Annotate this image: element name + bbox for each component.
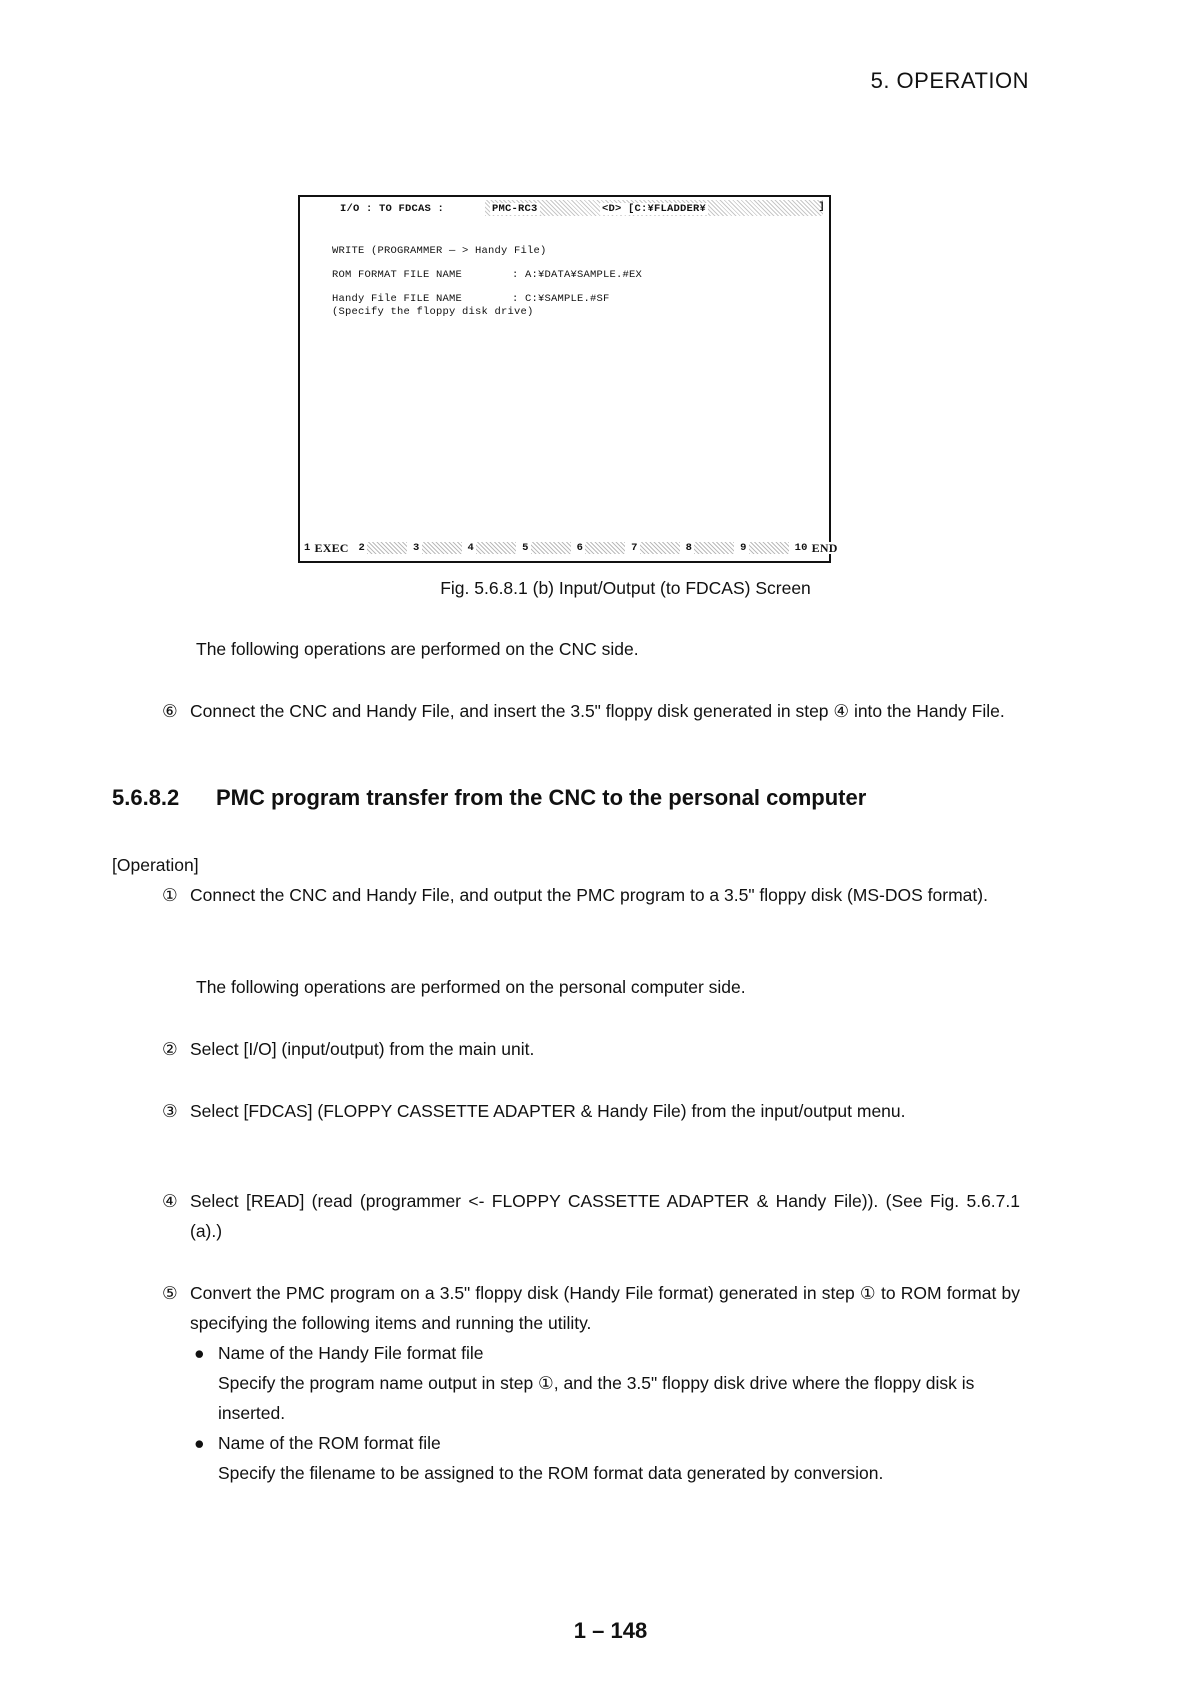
field-value: : A:¥DATA¥SAMPLE.#EX: [512, 269, 643, 281]
step-text: Connect the CNC and Handy File, and insert the 3.5" floppy disk generated in step ④ into the Handy File.: [190, 701, 1005, 721]
step-text: Select [FDCAS] (FLOPPY CASSETTE ADAPTER & Handy File) from the input/output menu.: [190, 1101, 906, 1121]
function-key-5[interactable]: 5: [522, 542, 571, 554]
step-marker: ③: [162, 1101, 178, 1121]
step-text: Select [READ] (read (programmer <- FLOPPY CASSETTE ADAPTER & Handy File)). (See Fig. 5.6.7.1 (a).): [190, 1191, 1020, 1241]
step-3: [162, 1096, 1022, 1126]
step-marker: ①: [162, 885, 178, 905]
function-key-10[interactable]: 10 END: [795, 542, 850, 554]
function-key-1[interactable]: 1 EXEC: [304, 542, 353, 554]
path-marker: <D>: [602, 203, 622, 215]
step-4: [162, 1186, 1022, 1246]
field-value: : C:¥SAMPLE.#SF: [512, 293, 610, 305]
screen-program-name: PMC-RC3: [492, 203, 538, 215]
bullet-icon: ●: [194, 1433, 205, 1453]
bullet-title: Name of the Handy File format file: [218, 1343, 484, 1363]
bullet-icon: ●: [194, 1343, 205, 1363]
step-text: Connect the CNC and Handy File, and output the PMC program to a 3.5" floppy disk (MS-DOS format).: [190, 885, 988, 905]
operation-label: [Operation]: [112, 855, 199, 875]
screen-field-handy-file: [332, 293, 610, 305]
screen-title: I/O : TO FDCAS :: [340, 203, 445, 215]
pc-side-note: The following operations are performed on the personal computer side.: [196, 977, 746, 997]
step-text: Convert the PMC program on a 3.5" floppy disk (Handy File format) generated in step ① to ROM format by specifying the following items and running the utility.: [190, 1283, 1020, 1333]
screen-path: [600, 203, 708, 215]
step-marker: ⑤: [162, 1283, 178, 1303]
screen-mode: WRITE (PROGRAMMER — > Handy File): [332, 245, 547, 257]
function-key-4[interactable]: 4: [468, 542, 517, 554]
step-5: [162, 1278, 1022, 1338]
figure-caption: Fig. 5.6.8.1 (b) Input/Output (to FDCAS) Screen: [440, 578, 811, 598]
function-key-3[interactable]: 3: [413, 542, 462, 554]
section-heading: [112, 785, 866, 811]
step-text: Select [I/O] (input/output) from the main unit.: [190, 1039, 535, 1059]
step-marker: ④: [162, 1191, 178, 1211]
function-key-bar: [304, 540, 838, 556]
function-key-2[interactable]: 2: [359, 542, 408, 554]
function-key-9[interactable]: 9: [740, 542, 789, 554]
path-bracket: ]: [818, 201, 825, 213]
bullet-rom-file-name: [194, 1428, 1018, 1488]
screen-note: (Specify the floppy disk drive): [332, 306, 534, 318]
bullet-handy-file-name: [194, 1338, 1018, 1428]
function-key-7[interactable]: 7: [631, 542, 680, 554]
step-marker: ⑥: [162, 701, 178, 721]
page-number: 1 – 148: [573, 1618, 648, 1643]
step-1: [162, 880, 1022, 910]
step-marker: ②: [162, 1039, 178, 1059]
bullet-text: Specify the program name output in step ①, and the 3.5" floppy disk drive where the floppy disk is inserted.: [218, 1373, 975, 1423]
step-6: [162, 696, 1022, 726]
bullet-title: Name of the ROM format file: [218, 1433, 441, 1453]
running-header: 5. OPERATION: [870, 68, 1029, 93]
path-value: [C:¥FLADDER¥: [628, 203, 707, 215]
screen-field-rom-file: [332, 269, 642, 281]
function-key-8[interactable]: 8: [686, 542, 735, 554]
section-number: 5.6.8.2: [112, 785, 180, 810]
bullet-text: Specify the filename to be assigned to the ROM format data generated by conversion.: [218, 1463, 884, 1483]
function-key-6[interactable]: 6: [577, 542, 626, 554]
field-label: ROM FORMAT FILE NAME: [332, 269, 463, 281]
field-label: Handy File FILE NAME: [332, 293, 463, 305]
cnc-side-note: The following operations are performed on the CNC side.: [196, 639, 639, 659]
step-2: [162, 1034, 1022, 1064]
section-title: PMC program transfer from the CNC to the personal computer: [216, 785, 867, 810]
fdcas-screen-figure: [298, 195, 838, 563]
